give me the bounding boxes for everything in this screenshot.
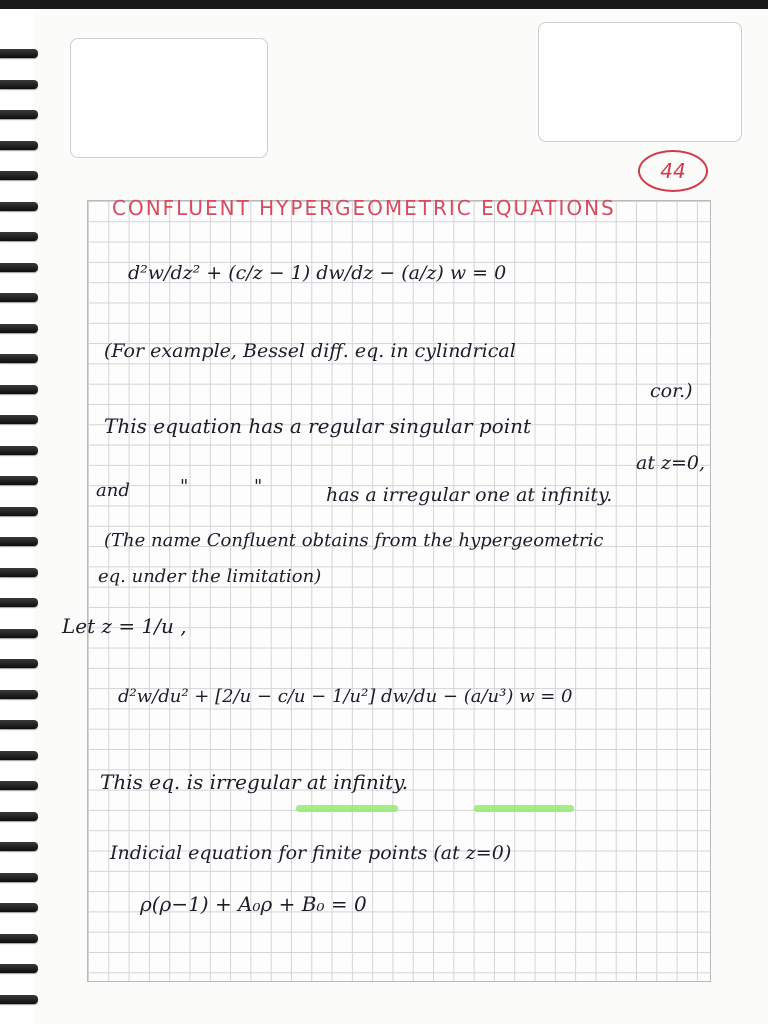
scan-top-edge	[0, 0, 768, 9]
highlight-irregular	[296, 805, 398, 812]
binding-ring	[0, 476, 38, 485]
binding-ring	[0, 629, 38, 638]
graph-paper-grid	[87, 200, 711, 982]
binding-ring	[0, 324, 38, 333]
page-number: 44	[638, 150, 708, 192]
binding-ring	[0, 690, 38, 699]
binding-ring	[0, 995, 38, 1004]
binding-ring	[0, 568, 38, 577]
name-origin-line2: eq. under the limitation)	[98, 566, 322, 587]
confluent-equation: d²w/dz² + (c/z − 1) dw/dz − (a/z) w = 0	[128, 262, 507, 284]
binding-ring	[0, 537, 38, 546]
irregular-infinity-text: has a irregular one at infinity.	[326, 484, 613, 506]
binding-ring	[0, 842, 38, 851]
substitution-line: Let z = 1/u ,	[62, 614, 187, 638]
binding-ring	[0, 263, 38, 272]
binding-ring	[0, 293, 38, 302]
page-title: CONFLUENT HYPERGEOMETRIC EQUATIONS	[112, 196, 616, 220]
binding-ring	[0, 232, 38, 241]
binding-ring	[0, 354, 38, 363]
page-tab-left	[70, 38, 268, 158]
binding-ring	[0, 171, 38, 180]
binding-ring	[0, 415, 38, 424]
ditto-mark-2: "	[254, 476, 263, 497]
binding-ring	[0, 507, 38, 516]
binding-ring	[0, 934, 38, 943]
binding-ring	[0, 49, 38, 58]
binding-ring	[0, 80, 38, 89]
binding-ring	[0, 598, 38, 607]
page-tab-right	[538, 22, 742, 142]
spiral-binding	[0, 9, 40, 1024]
ditto-mark-1: "	[180, 476, 189, 497]
binding-ring	[0, 202, 38, 211]
example-note-line2: cor.)	[650, 380, 693, 402]
binding-ring	[0, 873, 38, 882]
regular-singular-location: at z=0,	[636, 452, 706, 474]
binding-ring	[0, 751, 38, 760]
binding-ring	[0, 110, 38, 119]
binding-ring	[0, 903, 38, 912]
regular-singular-text: This equation has a regular singular point	[104, 414, 532, 438]
binding-ring	[0, 781, 38, 790]
binding-ring	[0, 964, 38, 973]
indicial-equation: ρ(ρ−1) + A₀ρ + B₀ = 0	[140, 892, 367, 916]
example-note-line1: (For example, Bessel diff. eq. in cylindrical	[104, 340, 516, 362]
irregular-at-infinity-line: This eq. is irregular at infinity.	[100, 770, 409, 794]
binding-ring	[0, 141, 38, 150]
and-word: and	[96, 480, 130, 501]
indicial-text: Indicial equation for finite points (at z=0)	[110, 842, 512, 864]
binding-ring	[0, 659, 38, 668]
binding-ring	[0, 385, 38, 394]
binding-ring	[0, 812, 38, 821]
name-origin-line1: (The name Confluent obtains from the hypergeometric	[104, 530, 604, 551]
binding-ring	[0, 720, 38, 729]
transformed-equation: d²w/du² + [2/u − c/u − 1/u²] dw/du − (a/u³) w = 0	[118, 686, 573, 707]
binding-ring	[0, 446, 38, 455]
highlight-infinity	[474, 805, 574, 812]
